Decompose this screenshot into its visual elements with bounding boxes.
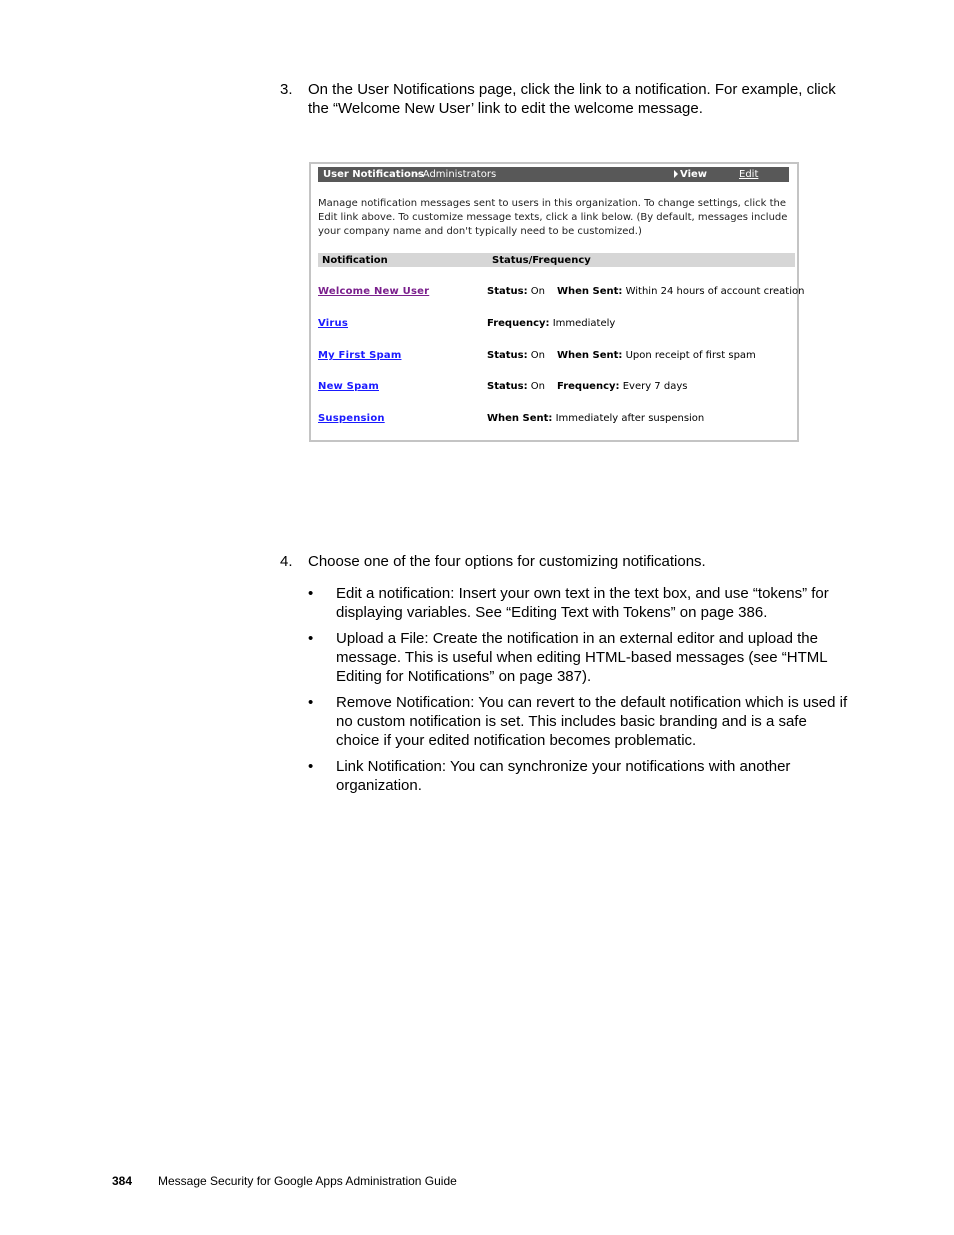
step-number: 3. bbox=[280, 81, 293, 98]
bullet-icon: • bbox=[308, 694, 314, 711]
new-spam-link[interactable]: New Spam bbox=[318, 381, 379, 392]
row-cell-2: When Sent: Within 24 hours of account creation bbox=[557, 286, 805, 297]
virus-link[interactable]: Virus bbox=[318, 318, 348, 329]
page-footer bbox=[112, 1174, 457, 1189]
bullet-icon: • bbox=[308, 630, 314, 647]
row-cell-2: Frequency: Every 7 days bbox=[557, 381, 688, 392]
table-header bbox=[318, 253, 795, 267]
table-row bbox=[318, 350, 795, 364]
list-item-text: Link Notification: You can synchronize your notifications with another organization. bbox=[336, 758, 791, 794]
option-list bbox=[308, 584, 848, 802]
view-label: View bbox=[680, 169, 708, 180]
list-item-text: Upload a File: Create the notification in an external editor and upload the message. This is useful when editing HTML-based messages (see “HTML Editing for Notifications” on page 387). bbox=[336, 630, 828, 685]
caret-right-icon bbox=[674, 170, 678, 178]
step-3 bbox=[280, 80, 840, 120]
list-item bbox=[308, 693, 848, 750]
list-item bbox=[308, 757, 848, 795]
row-cell-1: Frequency: Immediately bbox=[487, 318, 616, 329]
title-rest: - Administrators bbox=[416, 169, 497, 180]
document-title: Message Security for Google Apps Administration Guide bbox=[158, 1174, 457, 1188]
bullet-icon: • bbox=[308, 758, 314, 775]
edit-link[interactable]: Edit bbox=[739, 169, 759, 180]
welcome-new-user-link[interactable]: Welcome New User bbox=[318, 286, 430, 297]
title-bar bbox=[318, 167, 789, 182]
list-item-text: Remove Notification: You can revert to the default notification which is used if no custom notification is set. This includes basic branding and is a safe choice if your edited notification becomes problematic. bbox=[336, 694, 848, 749]
row-cell-1: Status: On bbox=[487, 350, 545, 361]
title-bold: User Notifications bbox=[323, 169, 424, 180]
table-row bbox=[318, 413, 795, 427]
column-status-frequency: Status/Frequency bbox=[492, 255, 591, 266]
step-number: 4. bbox=[280, 553, 293, 570]
table-row bbox=[318, 381, 795, 395]
column-notification: Notification bbox=[322, 255, 388, 266]
user-notifications-screenshot bbox=[309, 162, 805, 442]
table-row bbox=[318, 318, 795, 332]
list-item bbox=[308, 584, 848, 622]
my-first-spam-link[interactable]: My First Spam bbox=[318, 350, 402, 361]
description: Manage notification messages sent to users in this organization. To change settings, click the Edit link above. To customize message texts, click a link below. (By default, messages include your company name and don't typically need to be customized.) bbox=[318, 198, 788, 237]
row-cell-2: When Sent: Upon receipt of first spam bbox=[557, 350, 756, 361]
step-text: On the User Notifications page, click the link to a notification. For example, click the “Welcome New User’ link to edit the welcome message. bbox=[308, 81, 836, 117]
row-cell-1: Status: On bbox=[487, 381, 545, 392]
suspension-link[interactable]: Suspension bbox=[318, 413, 385, 424]
row-cell-1: Status: On bbox=[487, 286, 545, 297]
bullet-icon: • bbox=[308, 585, 314, 602]
table-row bbox=[318, 286, 805, 300]
list-item bbox=[308, 629, 848, 686]
list-item-text: Edit a notification: Insert your own text in the text box, and use “tokens” for displaying variables. See “Editing Text with Tokens” on page 386. bbox=[336, 585, 829, 621]
row-cell-1: When Sent: Immediately after suspension bbox=[487, 413, 705, 424]
page-number: 384 bbox=[112, 1174, 133, 1188]
step-text: Choose one of the four options for customizing notifications. bbox=[308, 553, 706, 570]
step-4 bbox=[280, 552, 840, 572]
view-tab[interactable] bbox=[674, 169, 707, 180]
